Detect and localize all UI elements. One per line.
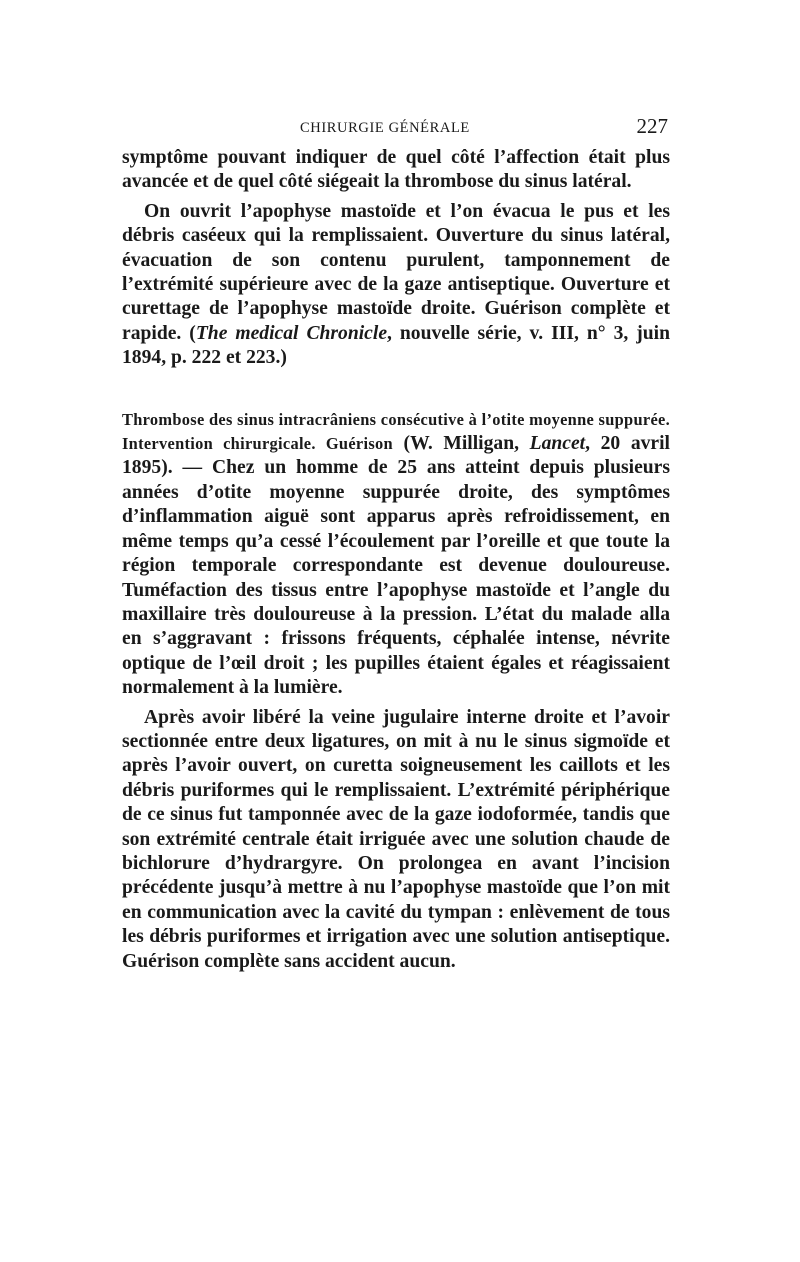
running-title: CHIRURGIE GÉNÉRALE — [300, 120, 470, 136]
paragraph-operation — [122, 200, 670, 371]
page-number: 227 — [636, 114, 668, 138]
page-header — [122, 112, 670, 140]
journal-title-medical-chronicle: The medical Chronicle — [195, 322, 388, 344]
article-paragraph — [122, 408, 670, 701]
paragraph-operation-text: On ouvrit l’apophyse mastoïde et l’on évacua le pus et les débris caséeux qui la remplissaient. Ouverture du sinus latéral, évacuation de son contenu purulent, tamponnement de l’extrémité supérieure avec de la gaze antiseptique. Ouverture et curettage de l’apophyse mastoïde droite. Guérison complète et rapide. ( — [122, 200, 670, 344]
journal-title-lancet: Lancet — [529, 433, 586, 455]
paragraph-surgery: Après avoir libéré la veine jugulaire interne droite et l’avoir sectionnée entre deux ligatures, on mit à nu le sinus sigmoïde et après l’avoir ouvert, on curetta soigneusement les caillots et les débris puriformes qui le remplissaient. L’extrémité périphérique de ce sinus fut tamponnée avec de la gaze iodoformée, tandis que son extrémité centrale était irriguée avec une solution chaude de bichlorure d’hydrargyre. On prolongea en avant l’incision précédente jusqu’à mettre à nu l’apophyse mastoïde que l’on mit en communication avec la cavité du tympan : enlèvement de tous les débris puriformes et irrigation avec une solution antiseptique. Guérison complète sans accident aucun. — [122, 706, 670, 972]
article-author: (W. Milligan, — [392, 433, 530, 455]
paragraph-operation-citation: , nouvelle série, v. III, n° 3, juin 1894, p. 222 et 223.) — [122, 322, 670, 369]
paragraph-continuation: symptôme pouvant indiquer de quel côté l’affection était plus avancée et de quel côté siégeait la thrombose du sinus latéral. — [122, 147, 670, 193]
document-page — [122, 112, 670, 974]
article-heading: Thrombose des sinus intracrâniens consécutive à l’otite moyenne suppurée. Intervention chirurgicale. Guérison — [122, 409, 670, 454]
article-body: , 20 avril 1895). — Chez un homme de 25 ans atteint depuis plusieurs années d’otite moyenne suppurée droite, des symptômes d’inflammation aiguë sont apparus après refroidissement, en même temps qu’a cessé l’écoulement par l’oreille et que toute la région temporale correspondante est devenue douloureuse. Tuméfaction des tissus entre l’apophyse mastoïde et l’angle du maxillaire très douloureuse à la pression. L’état du malade alla en s’aggravant : frissons fréquents, céphalée intense, névrite optique de l’œil droit ; les pupilles étaient égales et réagissaient normalement à la lumière. — [122, 433, 670, 699]
